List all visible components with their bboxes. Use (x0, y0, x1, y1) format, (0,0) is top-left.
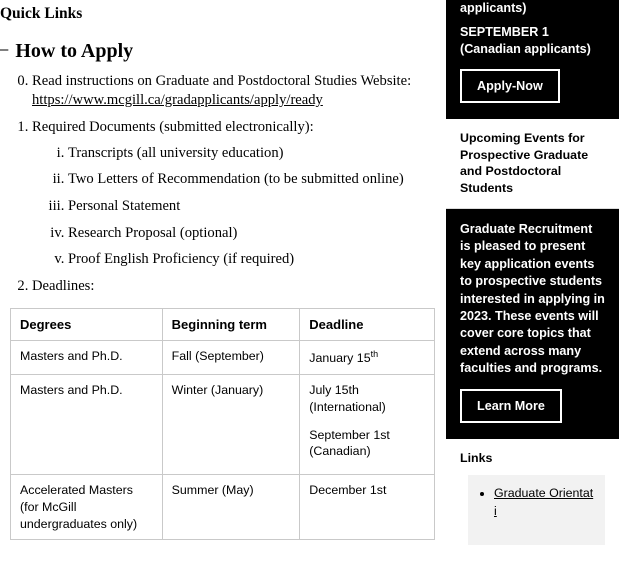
step-1-text: Required Documents (submitted electronically): (32, 118, 314, 135)
table-row (11, 341, 435, 375)
how-to-apply-header[interactable] (0, 40, 438, 62)
cell-degree: Masters and Ph.D. (11, 341, 163, 375)
cell-degree: Masters and Ph.D. (11, 375, 163, 475)
required-documents-list (32, 144, 438, 270)
list-item (32, 118, 438, 270)
spacer (309, 416, 425, 427)
col-deadline: Deadline (300, 308, 435, 341)
links-heading: Links (446, 439, 619, 475)
cell-degree: Accelerated Masters (for McGill undergraduates only) (11, 475, 163, 540)
cell-term: Winter (January) (162, 375, 300, 475)
list-item (68, 250, 438, 270)
list-item (494, 485, 595, 521)
cell-deadline: December 1st (300, 475, 435, 540)
doc-transcripts: Transcripts (all university education) (68, 144, 284, 161)
deadline-line-partial: applicants) (460, 1, 527, 15)
table-row (11, 475, 435, 540)
graduate-orientation-link[interactable]: Graduate Orientati (494, 486, 594, 519)
list-item (32, 277, 438, 297)
table-header-row (11, 308, 435, 341)
upcoming-events-heading: Upcoming Events for Prospective Graduate and Postdoctoral Students (460, 131, 589, 195)
list-item (68, 224, 438, 244)
doc-personal-statement: Personal Statement (68, 198, 181, 215)
list-item (68, 170, 438, 190)
events-body-text: Graduate Recruitment is pleased to present key application events to prospective students interested in applying in 2023. These events will cover core topics that extend across many faculties and programs. (460, 222, 605, 376)
cell-term: Summer (May) (162, 475, 300, 540)
upcoming-events-header (446, 119, 619, 209)
doc-research-proposal: Research Proposal (optional) (68, 224, 238, 241)
step-0-text: Read instructions on Graduate and Postdoctoral Studies Website: (32, 72, 412, 89)
doc-letters: Two Letters of Recommendation (to be submitted online) (68, 171, 404, 188)
col-beginning-term: Beginning term (162, 308, 300, 341)
minus-icon[interactable]: – (0, 40, 9, 58)
events-promo-block (446, 209, 619, 439)
cell-deadline (300, 341, 435, 375)
deadline-line-canadian: SEPTEMBER 1 (Canadian applicants) (460, 25, 591, 56)
deadline-suffix: th (370, 349, 379, 360)
quick-links-title: Quick Links (0, 5, 83, 22)
col-degrees: Degrees (11, 308, 163, 341)
cell-term: Fall (September) (162, 341, 300, 375)
apply-now-button[interactable]: Apply-Now (460, 69, 560, 103)
deadline-promo-block (446, 0, 619, 119)
table-row (11, 375, 435, 475)
list-item (32, 72, 438, 111)
steps-list (0, 72, 438, 297)
right-sidebar (446, 0, 619, 571)
gradapplicants-link[interactable]: https://www.mcgill.ca/gradapplicants/apply/ready (32, 92, 323, 109)
cell-deadline (300, 375, 435, 475)
step-2-text: Deadlines: (32, 278, 95, 295)
list-item (68, 144, 438, 164)
deadlines-table (10, 308, 435, 541)
page-title: How to Apply (15, 39, 134, 62)
doc-english-proficiency: Proof English Proficiency (if required) (68, 251, 295, 268)
list-item (68, 197, 438, 217)
links-box (468, 475, 605, 545)
links-list (472, 485, 595, 521)
deadline-text: January 15 (309, 351, 371, 366)
deadline-text: July 15th (International) (309, 383, 386, 414)
deadline-text-secondary: September 1st (Canadian) (309, 427, 390, 459)
learn-more-button[interactable]: Learn More (460, 389, 562, 423)
